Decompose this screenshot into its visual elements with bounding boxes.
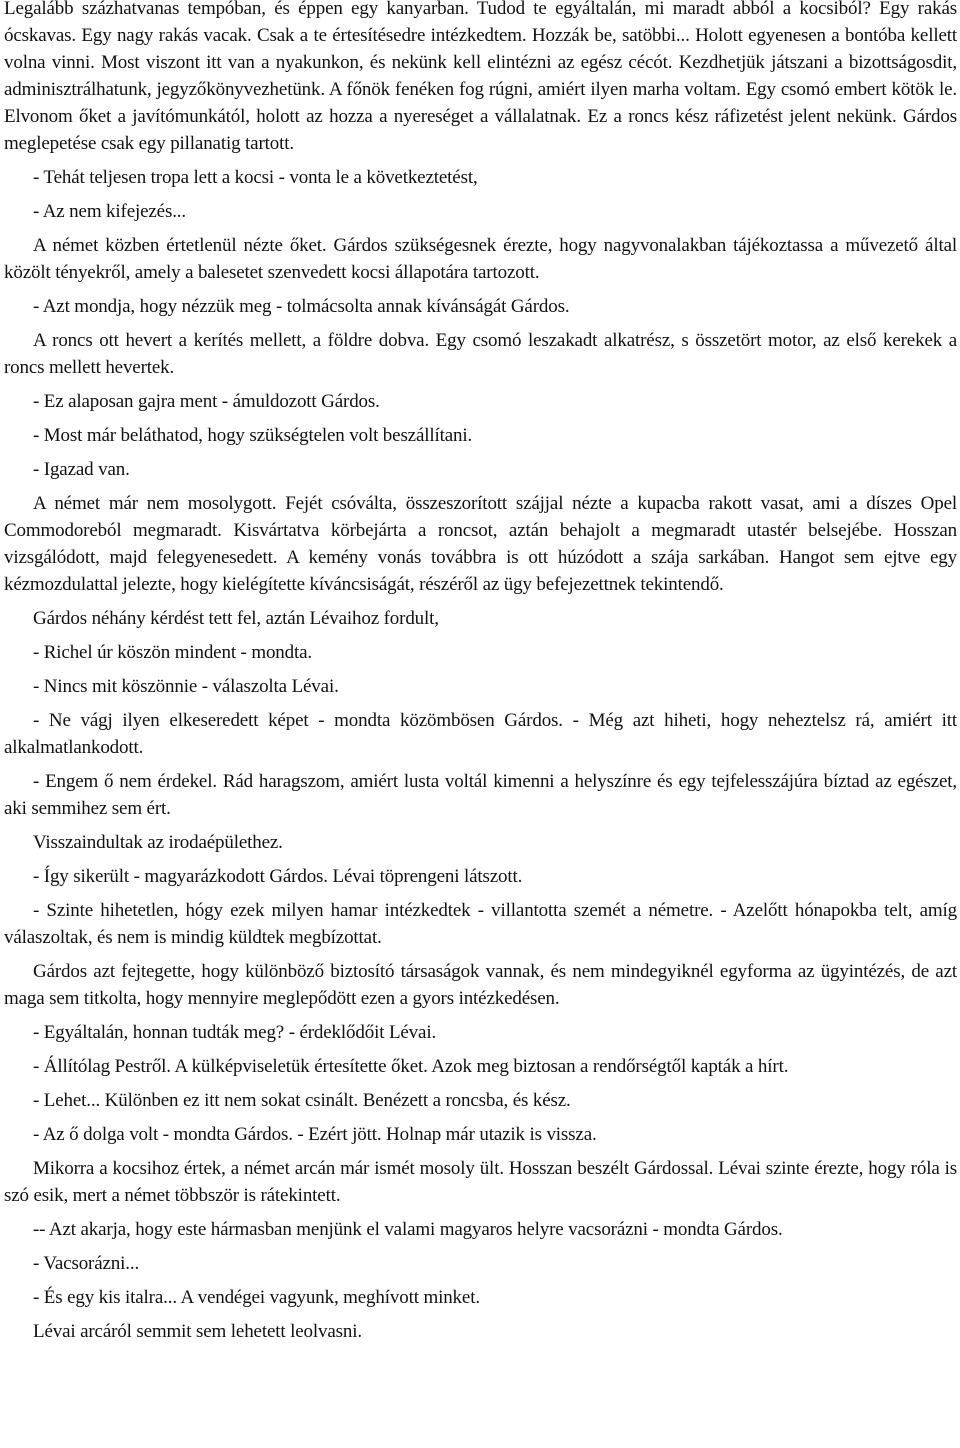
- paragraph: - Egyáltalán, honnan tudták meg? - érdeklődőit Lévai.: [33, 1022, 437, 1043]
- paragraph: Gárdos azt fejtegette, hogy különböző biztosító társaságok vannak, és nem mindegyiknél egyforma az ügyintézés, de azt maga sem titkolta, hogy mennyire meglepődött ezen a gyors intézkedésen.: [4, 961, 957, 1009]
- paragraph: - Az nem kifejezés...: [33, 201, 187, 222]
- paragraph: - Tehát teljesen tropa lett a kocsi - vonta le a következtetést,: [33, 167, 478, 188]
- paragraph: - És egy kis italra... A vendégei vagyunk, meghívott minket.: [33, 1287, 480, 1308]
- paragraph: - Igazad van.: [33, 459, 130, 480]
- paragraph: - Lehet... Különben ez itt nem sokat csinált. Benézett a roncsba, és kész.: [33, 1090, 571, 1111]
- paragraph: - Szinte hihetetlen, hógy ezek milyen hamar intézkedtek - villantotta szemét a németre. - Azelőtt hónapokba telt, amíg válaszoltak, és nem is mindig küldtek megbízottat.: [4, 900, 957, 948]
- paragraph: - Engem ő nem érdekel. Rád haragszom, amiért lusta voltál kimenni a helyszínre és egy tejfelesszájúra bíztad az egészet, aki semmihez sem ért.: [4, 771, 957, 819]
- paragraph: -- Azt akarja, hogy este hármasban menjünk el valami magyaros helyre vacsorázni - mondta Gárdos.: [33, 1219, 783, 1240]
- paragraph: - Állítólag Pestről. A külképviseletük értesítette őket. Azok meg biztosan a rendőrségtől kapták a hírt.: [33, 1056, 789, 1077]
- paragraph: - Ne vágj ilyen elkeseredett képet - mondta közömbösen Gárdos. - Még azt hiheti, hogy neheztelsz rá, amiért itt alkalmatlankodott.: [4, 710, 957, 758]
- paragraph: Visszaindultak az irodaépülethez.: [33, 832, 283, 853]
- paragraph: - Így sikerült - magyarázkodott Gárdos. Lévai töprengeni látszott.: [33, 866, 523, 887]
- paragraph: - Most már beláthatod, hogy szükségtelen volt beszállítani.: [33, 425, 473, 446]
- paragraph: - Nincs mit köszönnie - válaszolta Lévai.: [33, 676, 339, 697]
- paragraph: - Vacsorázni...: [33, 1253, 140, 1274]
- paragraph: - Richel úr köszön mindent - mondta.: [33, 642, 313, 663]
- paragraph: A roncs ott hevert a kerítés mellett, a földre dobva. Egy csomó leszakadt alkatrész, s összetört motor, az első kerekek a roncs mellett hevertek.: [4, 330, 957, 378]
- paragraph: Legalább százhatvanas tempóban, és éppen egy kanyarban. Tudod te egyáltalán, mi maradt abból a kocsiból? Egy rakás ócskavas. Egy nagy rakás vacak. Csak a te értesítésedre intézkedtem. Hozzák be, satöbbi... Holott egyenesen a bontóba kellett volna vinni. Most viszont itt van a nyakunkon, és nekünk kell elintézni az egész cécót. Kezdhetjük játszani a bizottságosdit, adminisztrálhatunk, jegyzőkönyvezhetünk. A főnök fenéken fog rúgni, amiért ilyen marha voltam. Egy csomó embert kötök le. Elvonom őket a javítómunkától, holott az hozza a nyereséget a vállalatnak. Ez a roncs kész ráfizetést jelent nekünk. Gárdos meglepetése csak egy pillanatig tartott.: [4, 0, 957, 154]
- paragraph: A német közben értetlenül nézte őket. Gárdos szükségesnek érezte, hogy nagyvonalakban tájékoztassa a művezető által közölt tényekről, amely a balesetet szenvedett kocsi állapotára tartozott.: [4, 235, 957, 283]
- paragraph: - Az ő dolga volt - mondta Gárdos. - Ezért jött. Holnap már utazik is vissza.: [33, 1124, 597, 1145]
- paragraph: - Ez alaposan gajra ment - ámuldozott Gárdos.: [33, 391, 380, 412]
- paragraph: A német már nem mosolygott. Fejét csóválta, összeszorított szájjal nézte a kupacba rakott vasat, ami a díszes Opel Commodoreból megmaradt. Kisvártatva körbejárta a roncsot, aztán behajolt a megmaradt utastér belsejébe. Hosszan vizsgálódott, majd felegyenesedett. A kemény vonás továbbra is ott húzódott a szája sarkában. Hangot sem ejtve egy kézmozdulattal jelezte, hogy kielégítette kíváncsiságát, részéről az ügy befejezettnek tekintendő.: [4, 493, 957, 595]
- paragraph: Gárdos néhány kérdést tett fel, aztán Lévaihoz fordult,: [33, 608, 439, 629]
- paragraph: Lévai arcáról semmit sem lehetett leolvasni.: [33, 1321, 362, 1342]
- paragraph: - Azt mondja, hogy nézzük meg - tolmácsolta annak kívánságát Gárdos.: [33, 296, 570, 317]
- paragraph: Mikorra a kocsihoz értek, a német arcán már ismét mosoly ült. Hosszan beszélt Gárdossal. Lévai szinte érezte, hogy róla is szó esik, mert a német többször is rátekintett.: [4, 1158, 957, 1206]
